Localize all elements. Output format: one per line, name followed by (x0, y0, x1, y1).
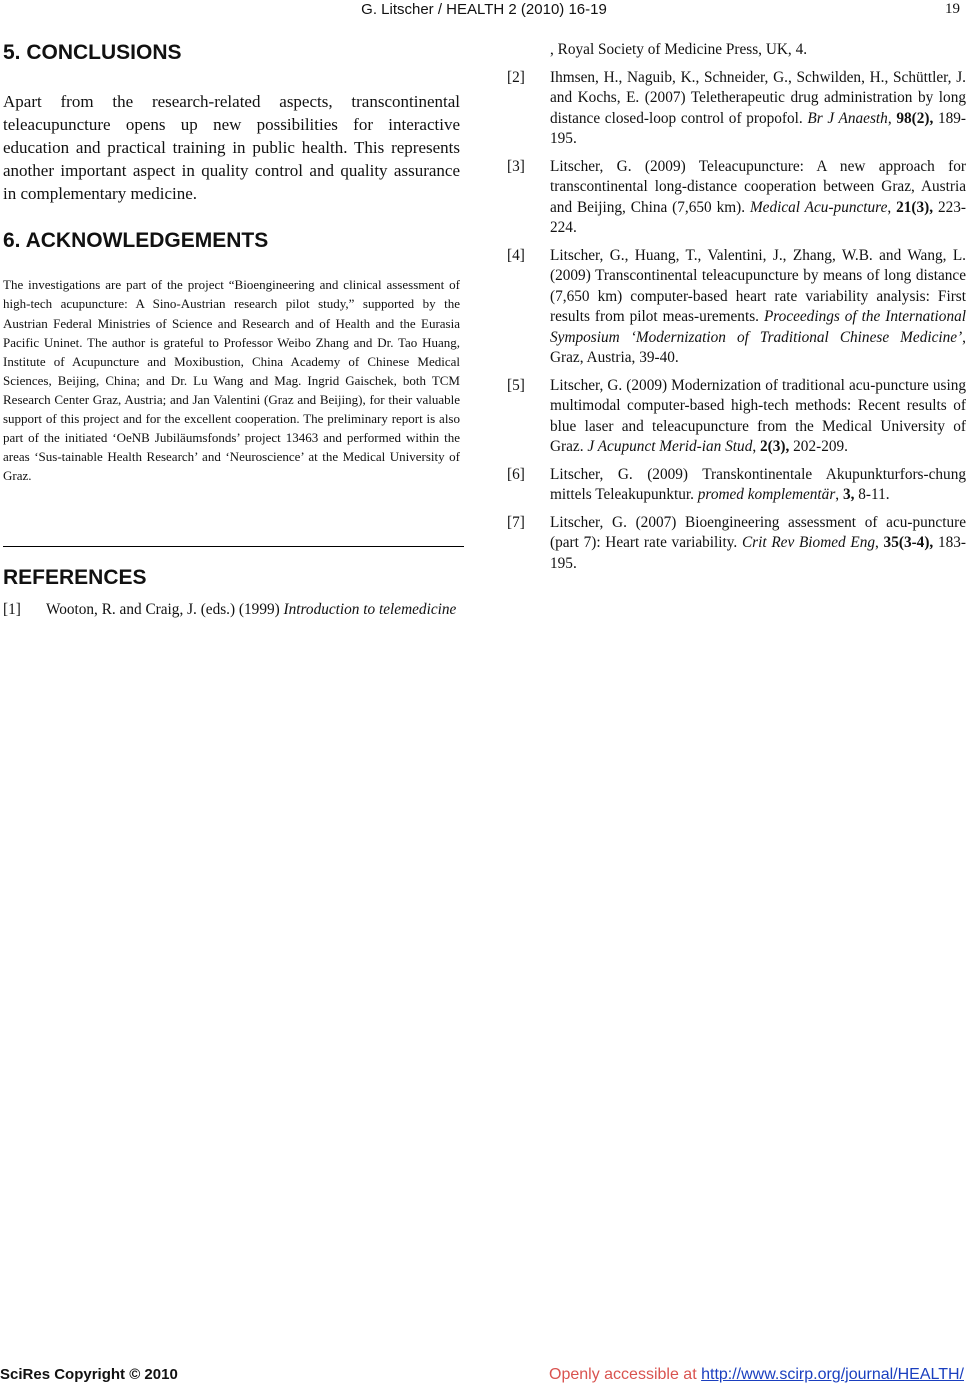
reference-text: Litscher, G. (2009) Teleacupuncture: A new approach for transcontinental long-distance cooperation between Graz, Austria and Beijing, China (7,650 km). Medical Acu-puncture, 21(3), 223-224. (550, 157, 966, 236)
reference-text: Litscher, G., Huang, T., Valentini, J., Zhang, W.B. and Wang, L. (2009) Transcontinental teleacupuncture by means of long distance (7,650 km) computer-based heart rate variability analysis: First results from pilot meas-urements. Proceedings of the International Symposium ‘Modernization of Traditional Chinese Medicine’, Graz, Austria, 39-40. (550, 246, 966, 366)
reference-number: [2] (507, 68, 525, 86)
references-heading: REFERENCES (3, 566, 147, 589)
reference-item-1-continued: , Royal Society of Medicine Press, UK, 4. (550, 41, 808, 58)
reference-volume: 3, (842, 486, 855, 503)
reference-text: Ihmsen, H., Naguib, K., Schneider, G., Schwilden, H., Schüttler, J. and Kochs, E. (2007) Teletherapeutic drug administration by long distance closed-loop control of propofol. Br J Anaesth, 98(2), 189-195. (550, 68, 966, 147)
journal-link[interactable]: http://www.scirp.org/journal/HEALTH/ (701, 1366, 964, 1383)
reference-number: [7] (507, 513, 525, 531)
reference-item-2 (507, 68, 966, 150)
section-divider (3, 546, 464, 547)
reference-volume: 98(2), (896, 109, 934, 127)
right-column (507, 40, 966, 581)
reference-number: [1] (3, 601, 21, 618)
reference-item-1 (3, 600, 460, 621)
reference-italic: Proceedings of the International Symposium ‘Modernization of Traditional Chinese Medicine’ (550, 308, 966, 346)
reference-volume: 21(3), (896, 198, 934, 216)
footer-copyright: SciRes Copyright © 2010 (0, 1366, 178, 1383)
conclusions-heading: 5. CONCLUSIONS (3, 41, 182, 64)
reference-volume: 35(3-4), (883, 534, 934, 551)
reference-number: [6] (507, 465, 525, 483)
reference-italic: Crit Rev Biomed Eng (741, 534, 876, 551)
reference-text: Litscher, G. (2007) Bioengineering assessment of acu-puncture (part 7): Heart rate variability. Crit Rev Biomed Eng, 35(3-4), 183-195. (550, 513, 966, 572)
footer-access (549, 1366, 964, 1384)
footer-access-text: Openly accessible at (549, 1366, 702, 1383)
running-head (0, 0, 968, 22)
reference-italic: promed komplementär (697, 486, 836, 503)
reference-item-4 (507, 246, 966, 369)
reference-text: Litscher, G. (2009) Modernization of traditional acu-puncture using multimodal computer-based high-tech methods: Recent results of blue laser and teleacupuncture from the Medical University of Graz. J Acupunct Merid-ian Stud, 2(3), 202-209. (550, 376, 966, 455)
reference-item-3 (507, 157, 966, 239)
reference-item-5 (507, 376, 966, 458)
left-column (3, 32, 460, 485)
reference-number: [4] (507, 246, 525, 264)
reference-number: [5] (507, 376, 525, 394)
reference-italic: Introduction to telemedicine (283, 601, 457, 618)
reference-volume: 2(3), (760, 438, 790, 455)
acknowledgements-heading: 6. ACKNOWLEDGEMENTS (3, 229, 269, 253)
running-head-title: G. Litscher / HEALTH 2 (2010) 16-19 (361, 1, 607, 18)
reference-item-7 (507, 513, 966, 575)
page-number: 19 (945, 1, 960, 17)
reference-italic: J Acupunct Merid-ian Stud (587, 438, 753, 455)
reference-italic: Medical Acu-puncture (749, 198, 888, 216)
reference-item-6 (507, 465, 966, 506)
reference-italic: Br J Anaesth (807, 109, 888, 127)
reference-number: [3] (507, 157, 525, 175)
conclusions-paragraph: Apart from the research-related aspects, transcontinental teleacupuncture opens up new possibilities for interactive education and practical training in public health. This represents another important aspect in quality control and quality assurance in complementary medicine. (3, 92, 460, 204)
acknowledgements-paragraph: The investigations are part of the project “Bioengineering and clinical assessment of high-tech acupuncture: A Sino-Austrian research pilot study,” supported by the Austrian Federal Ministries of Science and Research and of Health and the Eurasia Pacific Uninet. The author is grateful to Professor Weibo Zhang and Dr. Tao Huang, Institute of Acupuncture and Moxibustion, China Academy of Chinese Medical Sciences, Beijing, China; and Dr. Lu Wang and Mag. Ingrid Gaischek, both TCM Research Center Graz, Austria; and Jan Valentini (Graz and Beijing), for their valuable support of this project and for the excellent cooperation. The preliminary report is also part of the initiated ‘OeNB Jubiläumsfonds’ project 13463 and performed within the areas ‘Sus-tainable Health Research’ and ‘Neuroscience’ at the Medical University of Graz. (3, 277, 460, 484)
reference-text: Litscher, G. (2009) Transkontinentale Akupunkturfors-chung mittels Teleakupunktur. promed komplementär, 3, 8-11. (550, 465, 966, 503)
reference-text: Wooton, R. and Craig, J. (eds.) (1999) Introduction to telemedicine (46, 601, 457, 618)
